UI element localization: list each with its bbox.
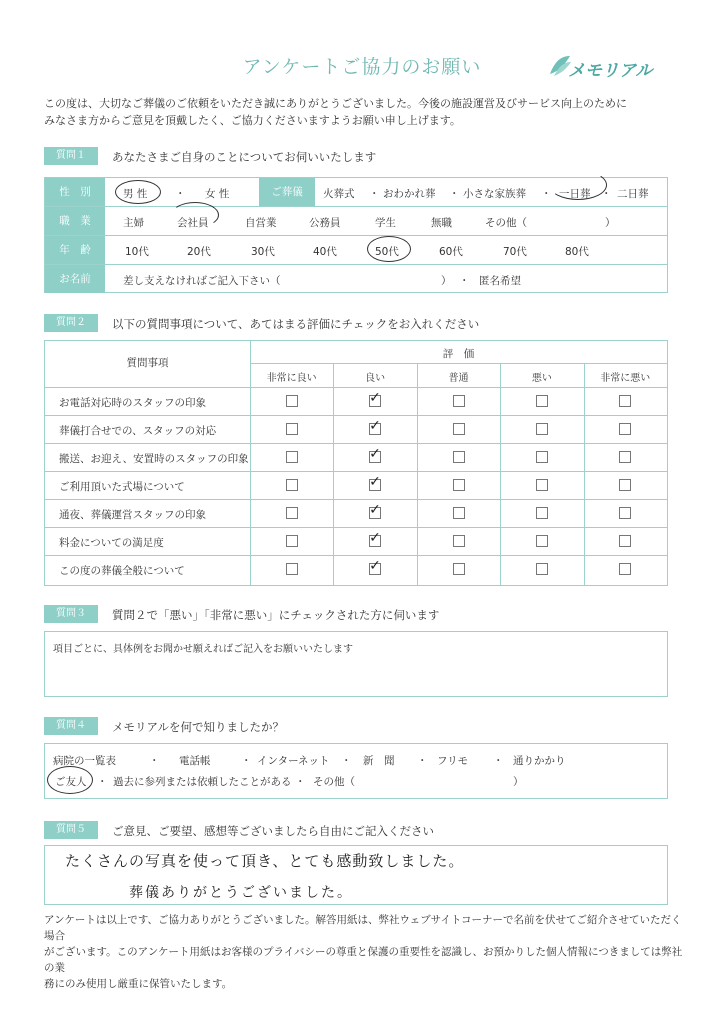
rating-checkbox[interactable] xyxy=(453,395,465,407)
rating-checkbox[interactable] xyxy=(453,507,465,519)
rating-item-label: 料金についての満足度 xyxy=(59,537,164,549)
separator-dot: ・ xyxy=(295,776,306,788)
rating-item-label: お電話対応時のスタッフの印象 xyxy=(59,397,206,409)
rating-item-label: 搬送、お迎え、安置時のスタッフの印象 xyxy=(59,453,249,465)
separator-dot: ・ xyxy=(417,755,428,767)
funeral-type-label: ご葬儀 xyxy=(259,178,315,206)
rating-checkbox[interactable] xyxy=(536,507,548,519)
source-option[interactable]: 通りかかり xyxy=(513,755,566,767)
rating-item-label: 通夜、葬儀運営スタッフの印象 xyxy=(59,509,206,521)
paren-close: ） xyxy=(605,217,616,229)
footer-note xyxy=(44,912,684,992)
age-option[interactable]: 30代 xyxy=(251,246,275,258)
q3-tag: 質問３ xyxy=(44,605,98,623)
rating-checkbox[interactable] xyxy=(536,563,548,575)
rating-checkbox[interactable] xyxy=(619,423,631,435)
rating-checkbox[interactable] xyxy=(286,423,298,435)
age-option[interactable]: 70代 xyxy=(503,246,527,258)
job-other[interactable]: その他（ xyxy=(485,217,527,229)
age-option[interactable]: 80代 xyxy=(565,246,589,258)
source-option[interactable]: 新 聞 xyxy=(363,755,395,767)
rating-item-label: この度の葬儀全般について xyxy=(59,565,185,577)
rating-column-header: 悪い xyxy=(531,373,552,384)
rating-checkbox[interactable] xyxy=(536,535,548,547)
footer-line: がございます。このアンケート用紙はお客様のプライバシーの尊重と保護の重要性を認識し、お預かりした個人情報につきましては弊社の業 xyxy=(44,946,683,974)
q1-title: あなたさまご自身のことについてお伺いいたします xyxy=(112,150,377,164)
separator-dot: ・ xyxy=(541,188,552,200)
gender-label: 性 別 xyxy=(45,178,105,206)
intro-line: みなさま方からご意見を頂戴したく、ご協力くださいますようお願い申し上げます。 xyxy=(44,114,461,127)
hand-circle xyxy=(171,202,219,228)
separator-dot: ・ xyxy=(341,755,352,767)
source-option[interactable]: 病院の一覧表 xyxy=(53,755,116,767)
check-mark-icon: ✓ xyxy=(369,558,381,574)
separator-dot: ・ xyxy=(493,755,504,767)
check-mark-icon: ✓ xyxy=(369,390,381,406)
hand-circle xyxy=(47,766,93,794)
rating-checkbox[interactable] xyxy=(286,395,298,407)
rating-checkbox[interactable] xyxy=(453,535,465,547)
q2-tag: 質問２ xyxy=(44,314,98,332)
rating-item-label: ご利用頂いた式場について xyxy=(59,481,185,493)
q5-answer-box[interactable] xyxy=(44,845,668,905)
q1-tag: 質問１ xyxy=(44,147,98,165)
hand-circle xyxy=(367,236,411,262)
rating-checkbox[interactable] xyxy=(453,563,465,575)
rating-checkbox[interactable] xyxy=(536,479,548,491)
separator-dot: ・ xyxy=(149,755,160,767)
job-option[interactable]: 学生 xyxy=(375,217,396,229)
rating-checkbox[interactable] xyxy=(619,507,631,519)
source-option[interactable]: フリモ xyxy=(437,755,469,767)
age-option[interactable]: 50代 xyxy=(375,246,399,258)
memorial-logo xyxy=(548,54,668,80)
rating-checkbox[interactable] xyxy=(619,479,631,491)
item-header: 質問事項 xyxy=(126,357,169,369)
paren-close: ） xyxy=(441,275,452,287)
job-label: 職 業 xyxy=(45,207,105,235)
rating-table xyxy=(44,340,668,586)
rating-item-label: 葬儀打合せでの、スタッフの対応 xyxy=(59,425,217,437)
q4-title: メモリアルを何で知りましたか？ xyxy=(112,720,285,734)
page-title: アンケートご協力のお願い xyxy=(242,56,482,78)
funeral-option[interactable]: 火葬式 xyxy=(323,188,355,200)
source-option[interactable]: ご友人 xyxy=(55,776,87,788)
q1-table xyxy=(44,177,668,293)
q2-title: 以下の質問事項について、あてはまる評価にチェックをお入れください xyxy=(112,317,480,331)
age-option[interactable]: 60代 xyxy=(439,246,463,258)
rating-checkbox[interactable] xyxy=(453,423,465,435)
age-option[interactable]: 10代 xyxy=(125,246,149,258)
q4-tag: 質問４ xyxy=(44,717,98,735)
q3-prompt: 項目ごとに、具体例をお聞かせ願えればご記入をお願いいたします xyxy=(53,644,353,655)
job-option[interactable]: 会社員 xyxy=(177,217,209,229)
rating-checkbox[interactable] xyxy=(286,535,298,547)
logo-text: メモリアル xyxy=(568,61,653,81)
check-mark-icon: ✓ xyxy=(369,502,381,518)
anonymous-option[interactable]: 匿名希望 xyxy=(479,275,521,287)
hand-circle xyxy=(115,180,161,204)
footer-line: 務にのみ使用し厳重に保管いたします。 xyxy=(44,978,233,990)
paren-close: ） xyxy=(513,776,524,788)
q3-title: 質問２で「悪い」「非常に悪い」にチェックされた方に伺います xyxy=(112,608,440,622)
handwritten-comment: 葬儀ありがとうございました。 xyxy=(129,885,353,901)
hand-circle xyxy=(549,170,607,200)
rating-column-header: 非常に悪い xyxy=(600,373,651,384)
q5-tag: 質問５ xyxy=(44,821,98,839)
age-option[interactable]: 20代 xyxy=(187,246,211,258)
separator-dot: ・ xyxy=(449,188,460,200)
funeral-option[interactable]: 小さな家族葬 xyxy=(463,188,526,200)
separator-dot: ・ xyxy=(369,188,380,200)
separator-dot: ・ xyxy=(459,275,470,287)
source-option[interactable]: 電話帳 xyxy=(179,755,211,767)
intro-line: この度は、大切なご葬儀のご依頼をいただき誠にありがとうございました。今後の施設運営及びサービス向上のために xyxy=(44,97,627,110)
rating-checkbox[interactable] xyxy=(453,479,465,491)
rating-checkbox[interactable] xyxy=(286,479,298,491)
separator-dot: ・ xyxy=(241,755,252,767)
rating-checkbox[interactable] xyxy=(286,563,298,575)
q3-answer-box[interactable] xyxy=(44,631,668,697)
handwritten-comment: たくさんの写真を使って頂き、とても感動致しました。 xyxy=(65,852,465,870)
rating-checkbox[interactable] xyxy=(619,395,631,407)
q4-options-box xyxy=(44,743,668,799)
q5-title: ご意見、ご要望、感想等ございましたら自由にご記入ください xyxy=(112,824,434,838)
source-option[interactable]: インターネット xyxy=(257,755,330,767)
separator-dot: ・ xyxy=(97,776,108,788)
funeral-option[interactable]: 一日葬 xyxy=(559,188,591,200)
check-mark-icon: ✓ xyxy=(369,418,381,434)
job-option[interactable]: 公務員 xyxy=(309,217,341,229)
separator-dot: ・ xyxy=(601,188,612,200)
gender-female[interactable]: 女 性 xyxy=(205,188,230,200)
check-mark-icon: ✓ xyxy=(369,530,381,546)
age-option[interactable]: 40代 xyxy=(313,246,337,258)
name-label: お名前 xyxy=(45,265,105,293)
rating-checkbox[interactable] xyxy=(619,563,631,575)
job-option[interactable]: 無職 xyxy=(431,217,452,229)
check-mark-icon: ✓ xyxy=(369,474,381,490)
rating-column-header: 良い xyxy=(365,373,386,384)
rating-checkbox[interactable] xyxy=(619,535,631,547)
rating-checkbox[interactable] xyxy=(286,507,298,519)
rating-checkbox[interactable] xyxy=(536,395,548,407)
rating-header: 評 価 xyxy=(442,348,475,360)
funeral-option[interactable]: おわかれ葬 xyxy=(383,188,436,200)
gender-male[interactable]: 男 性 xyxy=(123,188,148,200)
rating-checkbox[interactable] xyxy=(286,451,298,463)
age-label: 年 齢 xyxy=(45,236,105,264)
rating-column-header: 普通 xyxy=(448,373,469,384)
intro-text xyxy=(44,95,684,129)
separator-dot: ・ xyxy=(175,188,186,200)
job-option[interactable]: 主婦 xyxy=(123,217,144,229)
name-prompt: 差し支えなければご記入下さい（ xyxy=(123,275,281,287)
footer-line: アンケートは以上です、ご協力ありがとうございました。解答用紙は、弊社ウェブサイトコーナーで名前を伏せてご紹介させていただく場合 xyxy=(44,914,682,942)
rating-column-header: 非常に良い xyxy=(266,373,317,384)
rating-checkbox[interactable] xyxy=(536,451,548,463)
rating-checkbox[interactable] xyxy=(453,451,465,463)
job-option[interactable]: 自営業 xyxy=(245,217,277,229)
rating-checkbox[interactable] xyxy=(619,451,631,463)
funeral-option[interactable]: 二日葬 xyxy=(617,188,649,200)
check-mark-icon: ✓ xyxy=(369,446,381,462)
source-option[interactable]: 過去に参列または依頼したことがある xyxy=(113,776,292,788)
rating-checkbox[interactable] xyxy=(536,423,548,435)
source-other[interactable]: その他（ xyxy=(313,776,355,788)
